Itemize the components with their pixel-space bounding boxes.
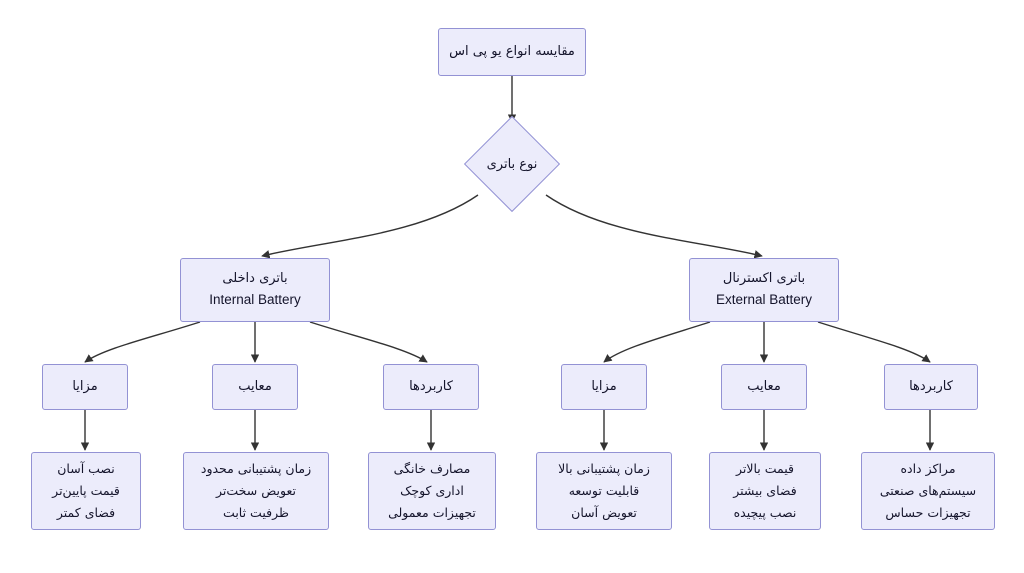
node-root-label: مقایسه انواع یو پی اس [449, 43, 575, 59]
node-internal-uses-label: کاربردها [409, 378, 453, 394]
detail-line: قیمت بالاتر [735, 461, 794, 477]
detail-line: تعویض آسان [571, 504, 637, 520]
node-external-pros-label: مزایا [591, 378, 617, 394]
detail-line: ظرفیت ثابت [223, 504, 289, 520]
node-internal-cons-label: معایب [238, 378, 272, 394]
node-internal-battery-label-fa: باتری داخلی [222, 271, 288, 287]
edge-external-uses [818, 322, 930, 362]
node-external-pros[interactable] [561, 364, 647, 410]
detail-line: قابلیت توسعه [568, 483, 640, 499]
node-external-cons[interactable] [721, 364, 807, 410]
node-internal-cons-details[interactable] [183, 452, 329, 530]
node-internal-uses-details[interactable] [368, 452, 496, 530]
edge-decision-internal [262, 195, 478, 256]
node-internal-cons[interactable] [212, 364, 298, 410]
node-external-battery[interactable] [689, 258, 839, 322]
node-external-uses-label: کاربردها [909, 378, 953, 394]
edge-decision-external [546, 195, 762, 256]
detail-line: زمان پشتیبانی بالا [558, 461, 650, 477]
node-external-battery-label-fa: باتری اکسترنال [722, 271, 806, 287]
detail-line: تجهیزات حساس [885, 504, 971, 520]
node-internal-pros-details[interactable] [31, 452, 141, 530]
node-external-uses-details[interactable] [861, 452, 995, 530]
edge-internal-pros [85, 322, 200, 362]
node-decision-label: نوع باتری [486, 156, 538, 172]
detail-line: مراکز داده [900, 461, 956, 477]
node-internal-pros[interactable] [42, 364, 128, 410]
node-external-uses[interactable] [884, 364, 978, 410]
detail-line: اداری کوچک [400, 483, 464, 499]
node-external-pros-details[interactable] [536, 452, 672, 530]
detail-line: قیمت پایین‌تر [52, 483, 120, 499]
detail-line: سیستم‌های صنعتی [879, 483, 977, 499]
edge-internal-uses [310, 322, 427, 362]
detail-line: مصارف خانگی [393, 461, 471, 477]
node-decision [462, 152, 562, 176]
node-external-battery-label-en: External Battery [715, 291, 813, 307]
detail-line: تجهیزات معمولی [388, 504, 476, 520]
detail-line: فضای بیشتر [733, 483, 797, 499]
detail-line: زمان پشتیبانی محدود [200, 461, 312, 477]
node-external-cons-details[interactable] [709, 452, 821, 530]
detail-line: نصب آسان [57, 461, 115, 477]
edge-external-pros [604, 322, 710, 362]
node-internal-uses[interactable] [383, 364, 479, 410]
detail-line: نصب پیچیده [733, 504, 797, 520]
node-external-cons-label: معایب [747, 378, 781, 394]
node-internal-pros-label: مزایا [72, 378, 98, 394]
detail-line: تعویض سخت‌تر [216, 483, 296, 499]
node-internal-battery[interactable] [180, 258, 330, 322]
node-internal-battery-label-en: Internal Battery [209, 291, 301, 307]
node-root[interactable] [438, 28, 586, 76]
detail-line: فضای کمتر [56, 504, 116, 520]
